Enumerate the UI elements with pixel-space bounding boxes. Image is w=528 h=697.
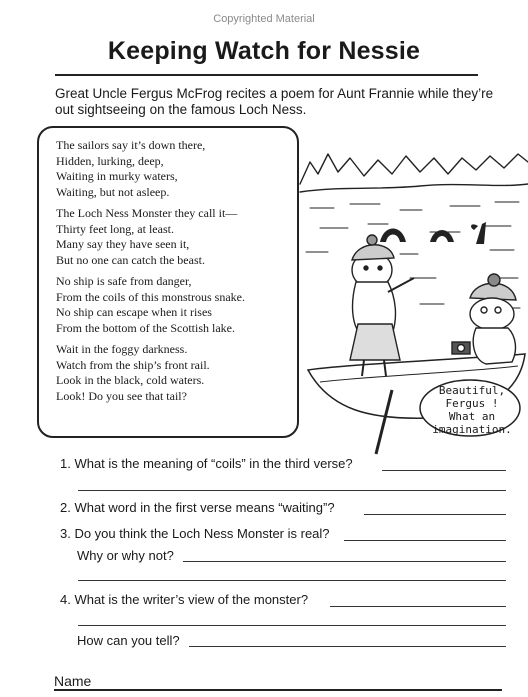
question-3-followup: Why or why not? bbox=[77, 548, 174, 563]
poem-line: Wait in the foggy darkness. bbox=[56, 342, 188, 356]
answer-line-q4a[interactable] bbox=[330, 606, 506, 607]
poem-line: But no one can catch the beast. bbox=[56, 252, 205, 267]
poem-line: From the coils of this monstrous snake. bbox=[56, 289, 245, 304]
question-4-followup: How can you tell? bbox=[77, 633, 180, 648]
poem-line: Watch from the ship’s front rail. bbox=[56, 357, 210, 372]
poem-line: Waiting, but not asleep. bbox=[56, 184, 170, 199]
nessie-humps bbox=[380, 222, 486, 244]
poem bbox=[56, 138, 296, 410]
poem-line: Many say they have seen it, bbox=[56, 237, 190, 251]
question-3: 3. Do you think the Loch Ness Monster is real? bbox=[60, 526, 330, 541]
frannie-frog bbox=[452, 274, 516, 364]
poem-line: The Loch Ness Monster they call it— bbox=[56, 206, 238, 220]
poem-line: The sailors say it’s down there, bbox=[56, 138, 206, 152]
poem-line: Hidden, lurking, deep, bbox=[56, 153, 164, 168]
speech-line: imagination. bbox=[432, 423, 512, 436]
question-4: 4. What is the writer’s view of the monster? bbox=[60, 592, 309, 607]
speech-line: Beautiful, bbox=[438, 384, 506, 397]
poem-stanza-2 bbox=[56, 206, 296, 268]
poem-line: Waiting in murky waters, bbox=[56, 169, 178, 183]
question-2: 2. What word in the first verse means “waiting”? bbox=[60, 500, 335, 515]
name-line[interactable] bbox=[54, 689, 502, 691]
answer-line-q2[interactable] bbox=[364, 514, 506, 515]
answer-line-q3b[interactable] bbox=[183, 561, 506, 562]
poem-stanza-1 bbox=[56, 138, 296, 200]
poem-line: No ship can escape when it rises bbox=[56, 305, 212, 319]
intro-text: Great Uncle Fergus McFrog recites a poem for Aunt Frannie while they’re out sightseeing on the famous Loch Ness. bbox=[55, 86, 494, 117]
fergus-frog bbox=[350, 235, 414, 376]
poem-line: Thirty feet long, at least. bbox=[56, 221, 174, 236]
question-1: 1. What is the meaning of “coils” in the third verse? bbox=[60, 456, 353, 471]
poem-line: No ship is safe from danger, bbox=[56, 274, 192, 288]
name-label: Name bbox=[54, 673, 92, 689]
answer-line-q4c[interactable] bbox=[189, 646, 506, 647]
poem-stanza-4 bbox=[56, 342, 296, 404]
mountains bbox=[300, 154, 528, 184]
title-divider bbox=[55, 74, 478, 76]
copyright-notice: Copyrighted Material bbox=[213, 13, 315, 25]
answer-line-q3a[interactable] bbox=[344, 540, 506, 541]
poem-line: Look! Do you see that tail? bbox=[56, 388, 187, 403]
speech-line: What an bbox=[448, 410, 496, 423]
speech-line: Fergus ! bbox=[445, 397, 499, 410]
answer-line-q4b[interactable] bbox=[78, 625, 506, 626]
answer-line-q1b[interactable] bbox=[78, 490, 506, 491]
page-title: Keeping Watch for Nessie bbox=[107, 37, 421, 65]
answer-line-q3c[interactable] bbox=[78, 580, 506, 581]
poem-stanza-3 bbox=[56, 274, 296, 336]
poem-line: From the bottom of the Scottish lake. bbox=[56, 320, 235, 335]
poem-line: Look in the black, cold waters. bbox=[56, 373, 205, 387]
frannie-speech-text bbox=[424, 378, 520, 440]
answer-line-q1a[interactable] bbox=[382, 470, 506, 471]
